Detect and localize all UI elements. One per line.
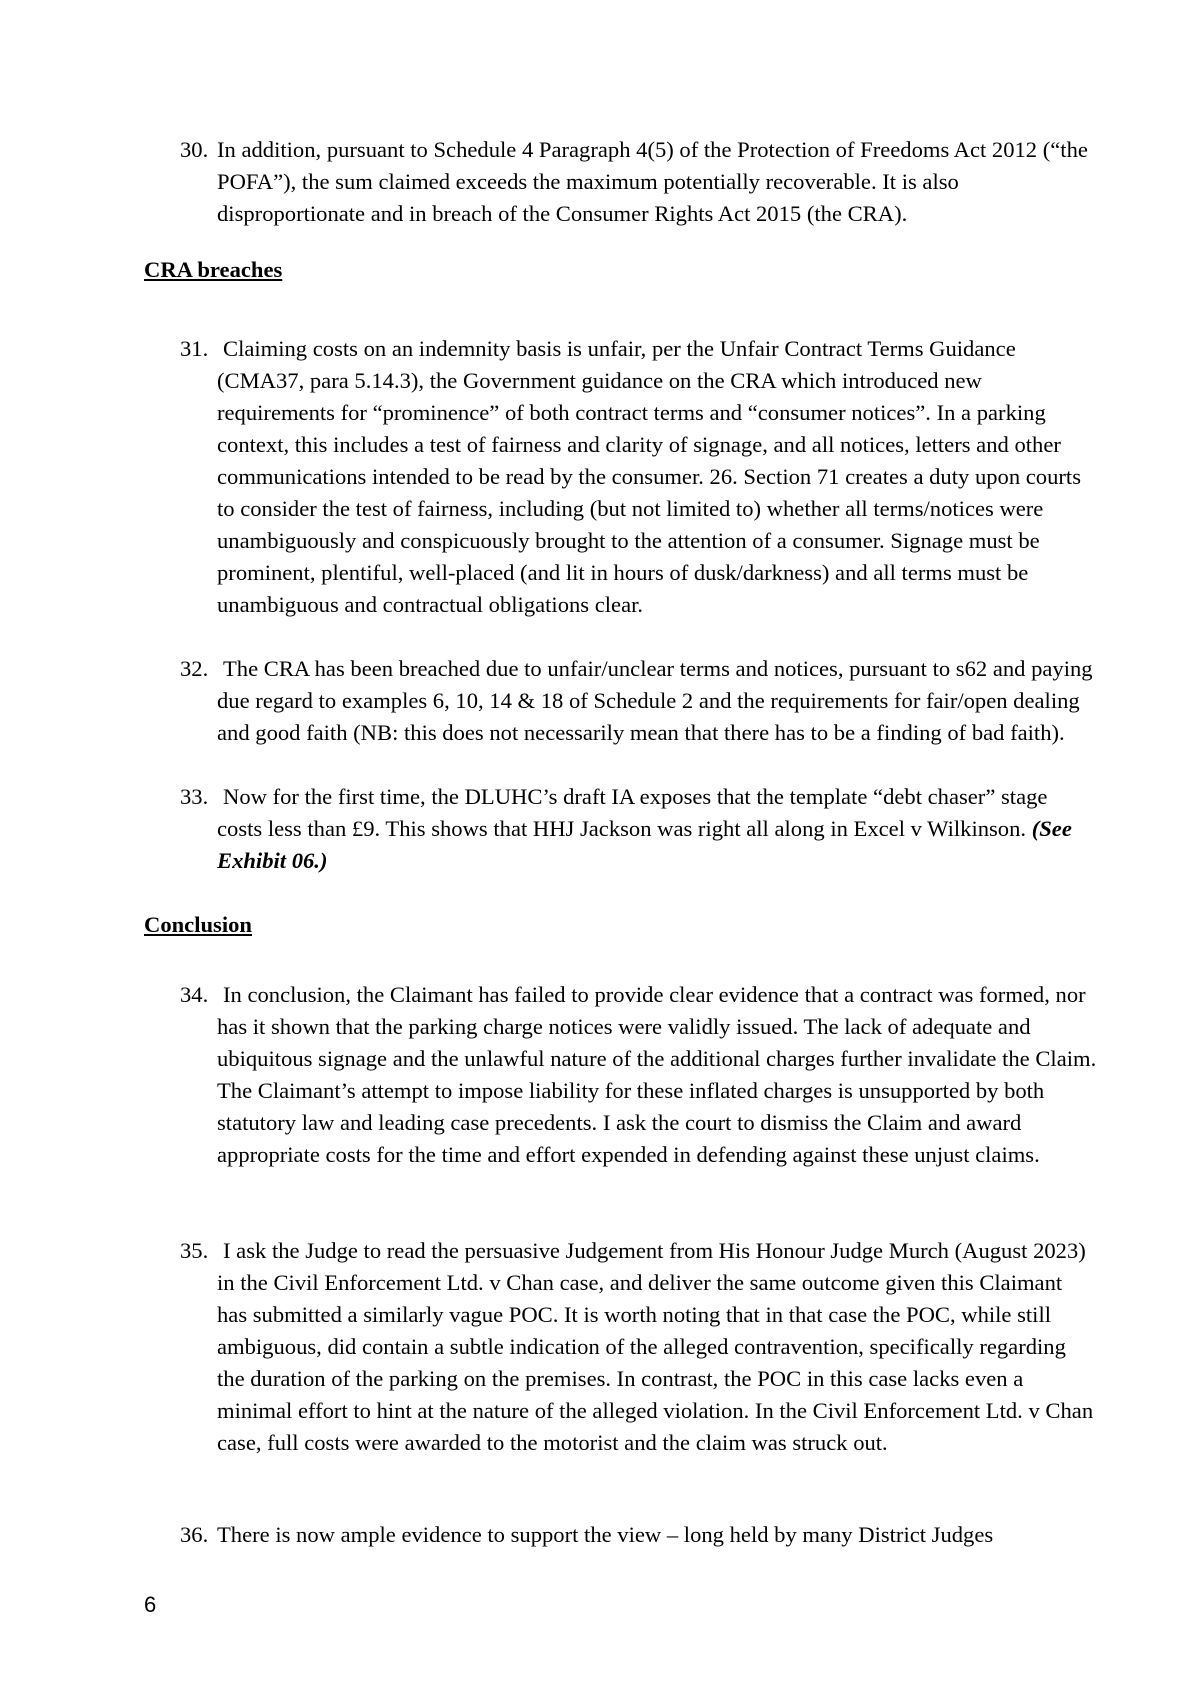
paragraph-30	[180, 134, 1097, 230]
paragraph-text: In addition, pursuant to Schedule 4 Paragraph 4(5) of the Protection of Freedoms Act 2012 (“the POFA”), the sum claimed exceeds the maximum potentially recoverable. It is also disproportionate and in breach of the Consumer Rights Act 2015 (the CRA).	[217, 137, 1088, 226]
section-heading-cra-breaches: CRA breaches	[144, 257, 283, 282]
section-heading-conclusion: Conclusion	[144, 912, 252, 937]
paragraph-number: 36.	[180, 1522, 209, 1547]
paragraph-text: There is now ample evidence to support the view – long held by many District Judges	[217, 1522, 994, 1547]
paragraph-number: 30.	[180, 137, 209, 162]
paragraph-34	[180, 979, 1097, 1171]
paragraph-35	[180, 1235, 1097, 1459]
paragraph-36	[180, 1519, 1097, 1551]
exhibit-reference: (See Exhibit 06.)	[217, 816, 1072, 873]
paragraph-number: 34.	[180, 982, 209, 1007]
paragraph-32	[180, 653, 1097, 749]
paragraph-number: 32.	[180, 656, 209, 681]
paragraph-number: 33.	[180, 784, 209, 809]
paragraph-text: In conclusion, the Claimant has failed to provide clear evidence that a contract was formed, nor has it shown that the parking charge notices were validly issued. The lack of adequate and ubiquitous signage and the unlawful nature of the additional charges further invalidate the Claim. The Claimant’s attempt to impose liability for these inflated charges is unsupported by both statutory law and leading case precedents. I ask the court to dismiss the Claim and award appropriate costs for the time and effort expended in defending against these unjust claims.	[217, 982, 1097, 1167]
paragraph-number: 31.	[180, 336, 209, 361]
paragraph-31	[180, 333, 1097, 621]
paragraph-text: Now for the first time, the DLUHC’s draft IA exposes that the template “debt chaser” stage costs less than £9. This shows that HHJ Jackson was right all along in Excel v Wilkinson.	[217, 784, 1048, 841]
page-number: 6	[144, 1592, 157, 1617]
paragraph-text: Claiming costs on an indemnity basis is unfair, per the Unfair Contract Terms Guidance (CMA37, para 5.14.3), the Government guidance on the CRA which introduced new requirements for “prominence” of both contract terms and “consumer notices”. In a parking context, this includes a test of fairness and clarity of signage, and all notices, letters and other communications intended to be read by the consumer. 26. Section 71 creates a duty upon courts to consider the test of fairness, including (but not limited to) whether all terms/notices were unambiguously and conspicuously brought to the attention of a consumer. Signage must be prominent, plentiful, well-placed (and lit in hours of dusk/darkness) and all terms must be unambiguous and contractual obligations clear.	[217, 336, 1081, 617]
paragraph-text: The CRA has been breached due to unfair/unclear terms and notices, pursuant to s62 and paying due regard to examples 6, 10, 14 & 18 of Schedule 2 and the requirements for fair/open dealing and good faith (NB: this does not necessarily mean that there has to be a finding of bad faith).	[217, 656, 1093, 745]
paragraph-text: I ask the Judge to read the persuasive Judgement from His Honour Judge Murch (August 2023) in the Civil Enforcement Ltd. v Chan case, and deliver the same outcome given this Claimant has submitted a similarly vague POC. It is worth noting that in that case the POC, while still ambiguous, did contain a subtle indication of the alleged contravention, specifically regarding the duration of the parking on the premises. In contrast, the POC in this case lacks even a minimal effort to hint at the nature of the alleged violation. In the Civil Enforcement Ltd. v Chan case, full costs were awarded to the motorist and the claim was struck out.	[217, 1238, 1094, 1455]
paragraph-33	[180, 781, 1097, 877]
paragraph-number: 35.	[180, 1238, 209, 1263]
